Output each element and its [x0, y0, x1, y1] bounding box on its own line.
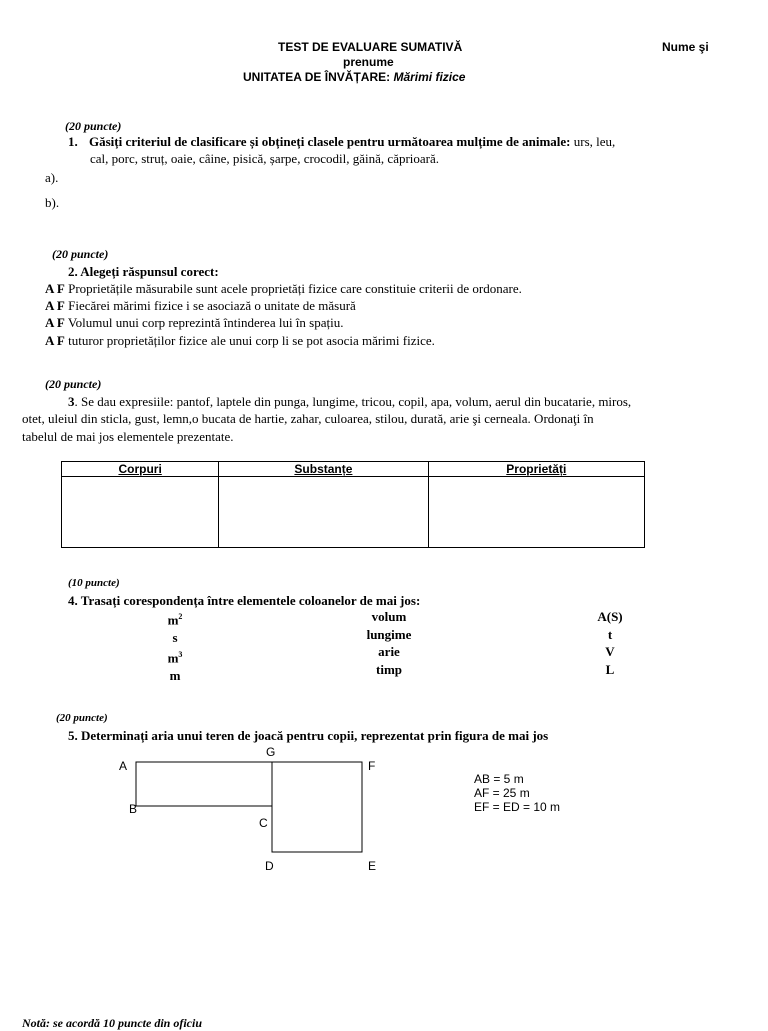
col-header-substante: Substanțe	[219, 462, 428, 477]
unit-name: Mărimi fizice	[393, 70, 466, 84]
test-title: TEST DE EVALUARE SUMATIVĂ	[278, 40, 463, 54]
name-label: Nume şi	[662, 40, 709, 54]
cell-substante[interactable]	[219, 477, 428, 548]
symbol-item: L	[605, 661, 615, 677]
col-header-corpuri: Corpuri	[62, 462, 219, 477]
unit-item: $m^2$	[167, 612, 183, 628]
q3-text-line1	[68, 393, 631, 410]
q2-points: (20 puncte)	[52, 247, 109, 261]
symbol-item: A(S)	[597, 609, 623, 624]
q2-af-options: A F	[45, 298, 65, 313]
classification-table	[61, 461, 645, 548]
playground-figure	[110, 744, 390, 884]
unit-item: s	[172, 629, 178, 645]
q1-prompt-line	[68, 133, 615, 150]
quantity-item: lungime	[366, 626, 412, 642]
q2-statement	[45, 280, 522, 297]
q2-statement	[45, 332, 435, 349]
q1-answer-a: a).	[45, 170, 59, 185]
q2-prompt: 2. Alegeți răspunsul corect:	[68, 264, 219, 279]
q2-statement-text: Proprietățile măsurabile sunt acele proprietăți fizice care constituie criterii de ordonare.	[68, 281, 522, 296]
given-af: AF = 25 m	[474, 786, 530, 800]
q1-number: 1.	[68, 134, 78, 149]
label-e: E	[368, 859, 377, 873]
q5-prompt: 5. Determinați aria unui teren de joacă pentru copii, reprezentat prin figura de mai jos	[68, 728, 549, 743]
label-f: F	[368, 759, 376, 773]
q3-number: 3	[68, 394, 75, 409]
q1-points: (20 puncte)	[65, 119, 122, 133]
q1-items-line2: cal, porc, struț, oaie, câine, pisică, șarpe, crocodil, găină, căprioară.	[90, 151, 440, 166]
q1-answer-b: b).	[45, 195, 60, 210]
units-column	[150, 608, 200, 685]
symbol-item: t	[607, 626, 613, 642]
q5-points: (20 puncte)	[56, 712, 108, 724]
cell-corpuri[interactable]	[62, 477, 219, 548]
q2-statement-text: Fiecărei mărimi fizice i se asociază o unitate de măsură	[68, 298, 356, 313]
q2-af-options: A F	[45, 281, 65, 296]
q3-points: (20 puncte)	[45, 377, 102, 391]
figure-outline	[136, 762, 362, 852]
name-label-continued: prenume	[343, 55, 394, 69]
unit-item: $m^3$	[167, 650, 183, 666]
quantity-item: timp	[376, 661, 402, 677]
given-values	[474, 772, 560, 814]
q2-statement-text: tuturor proprietăților fizice ale unui corp li se pot asocia mărimi fizice.	[68, 333, 435, 348]
q2-af-options: A F	[45, 315, 65, 330]
q2-statement	[45, 297, 356, 314]
q3-line3: tabelul de mai jos elementele prezentate.	[22, 429, 234, 444]
given-ef-ed: EF = ED = 10 m	[474, 800, 561, 814]
q4-prompt: 4. Trasați corespondența între elementele coloanelor de mai jos:	[68, 593, 421, 608]
q2-af-options: A F	[45, 333, 65, 348]
q1-items-line1: urs, leu,	[573, 134, 616, 149]
label-c: C	[259, 816, 268, 830]
symbols-column	[580, 608, 640, 678]
label-b: B	[129, 802, 138, 816]
q3-line1: . Se dau expresiile: pantof, laptele din punga, lungime, tricou, copil, apa, volum, aerul din bucatarie, miros,	[74, 394, 632, 409]
q1-prompt: Găsiți criteriul de clasificare și obțineți clasele pentru următoarea mulțime de animale:	[89, 134, 571, 149]
quantity-item: arie	[378, 644, 400, 659]
col-header-proprietati: Proprietăți	[428, 462, 644, 477]
given-ab: AB = 5 m	[474, 772, 524, 786]
label-a: A	[119, 759, 128, 773]
unit-item: m	[169, 668, 181, 684]
quantities-column	[339, 608, 439, 678]
unit-heading	[243, 70, 465, 84]
q4-points: (10 puncte)	[68, 577, 120, 589]
cell-proprietati[interactable]	[428, 477, 644, 548]
q2-statement-text: Volumul unui corp reprezintă întinderea lui în spațiu.	[67, 315, 344, 330]
label-g: G	[266, 745, 276, 759]
quantity-item: volum	[371, 609, 407, 624]
symbol-item: V	[605, 644, 615, 659]
q2-statement	[45, 314, 343, 331]
unit-label: UNITATEA DE ÎNVĂȚARE:	[243, 70, 391, 84]
footer-note: Notă: se acordă 10 puncte din oficiu	[22, 1016, 202, 1030]
label-d: D	[265, 859, 274, 873]
q3-line2: otet, uleiul din sticla, gust, lemn,o bucata de hartie, zahar, culoarea, stilou, durată, arie şi cerneala. Ordonaţi în	[22, 411, 594, 426]
